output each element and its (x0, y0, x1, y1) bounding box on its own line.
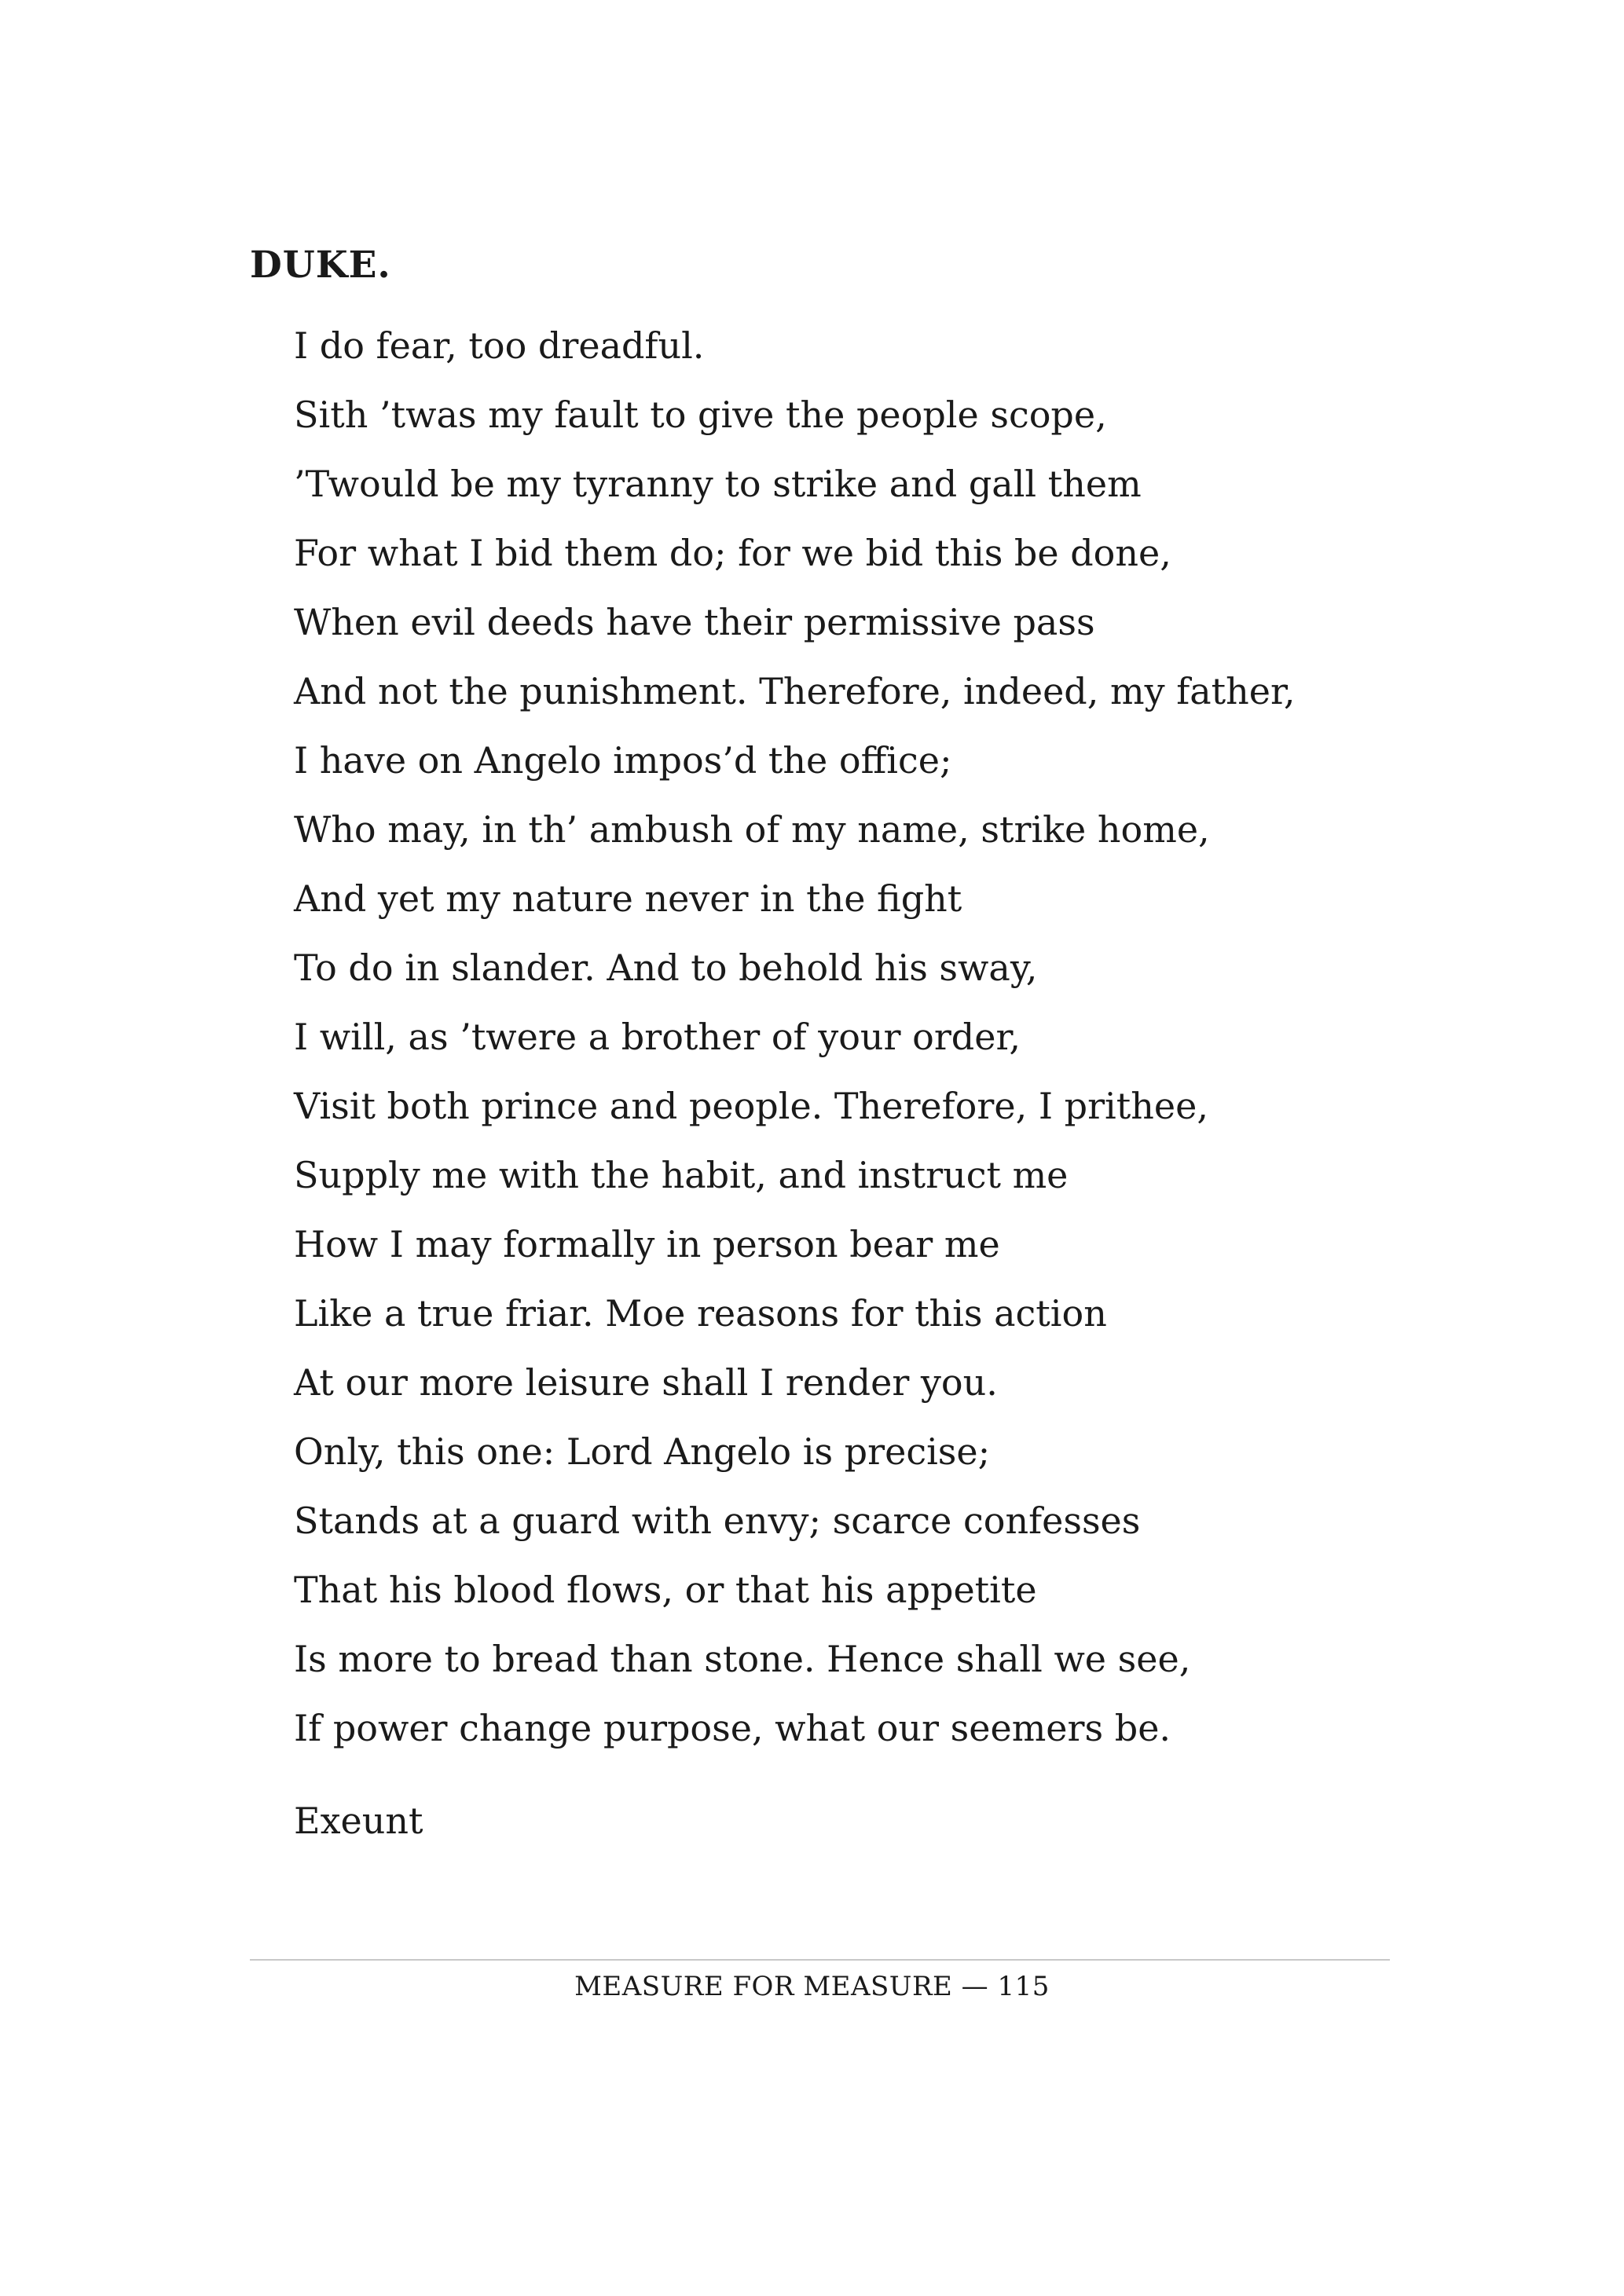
verse-line: When evil deeds have their permissive pass (294, 601, 1095, 643)
verse-line: For what I bid them do; for we bid this be done, (294, 532, 1171, 574)
verse-line: ’Twould be my tyranny to strike and gall them (294, 463, 1142, 505)
verse-line: That his blood flows, or that his appetite (294, 1569, 1037, 1611)
verse-line: How I may formally in person bear me (294, 1223, 1000, 1265)
verse-line: Who may, in th’ ambush of my name, strike home, (294, 808, 1210, 851)
footer-divider (250, 1959, 1390, 1961)
verse-line: I do fear, too dreadful. (294, 324, 705, 367)
verse-line: Stands at a guard with envy; scarce confesses (294, 1500, 1141, 1542)
stage-direction: Exeunt (294, 1800, 423, 1842)
verse-line: I have on Angelo impos’d the office; (294, 739, 952, 782)
verse-line: To do in slander. And to behold his sway, (294, 947, 1038, 989)
speaker-name: DUKE. (250, 244, 391, 287)
verse-block (294, 311, 1296, 1763)
verse-line: At our more leisure shall I render you. (294, 1361, 998, 1404)
verse-line: And not the punishment. Therefore, indeed, my father, (294, 670, 1296, 712)
verse-line: I will, as ’twere a brother of your order, (294, 1016, 1021, 1058)
verse-line: Visit both prince and people. Therefore, I prithee, (294, 1085, 1208, 1127)
verse-line: Supply me with the habit, and instruct me (294, 1154, 1069, 1196)
verse-line: Sith ’twas my fault to give the people scope, (294, 394, 1107, 436)
verse-line: Only, this one: Lord Angelo is precise; (294, 1430, 991, 1473)
verse-line: Is more to bread than stone. Hence shall we see, (294, 1638, 1191, 1680)
verse-line: If power change purpose, what our seemers be. (294, 1707, 1171, 1749)
verse-line: Like a true friar. Moe reasons for this action (294, 1292, 1107, 1335)
page-footer: MEASURE FOR MEASURE — 115 (574, 1971, 1050, 2002)
verse-line: And yet my nature never in the fight (294, 877, 962, 920)
